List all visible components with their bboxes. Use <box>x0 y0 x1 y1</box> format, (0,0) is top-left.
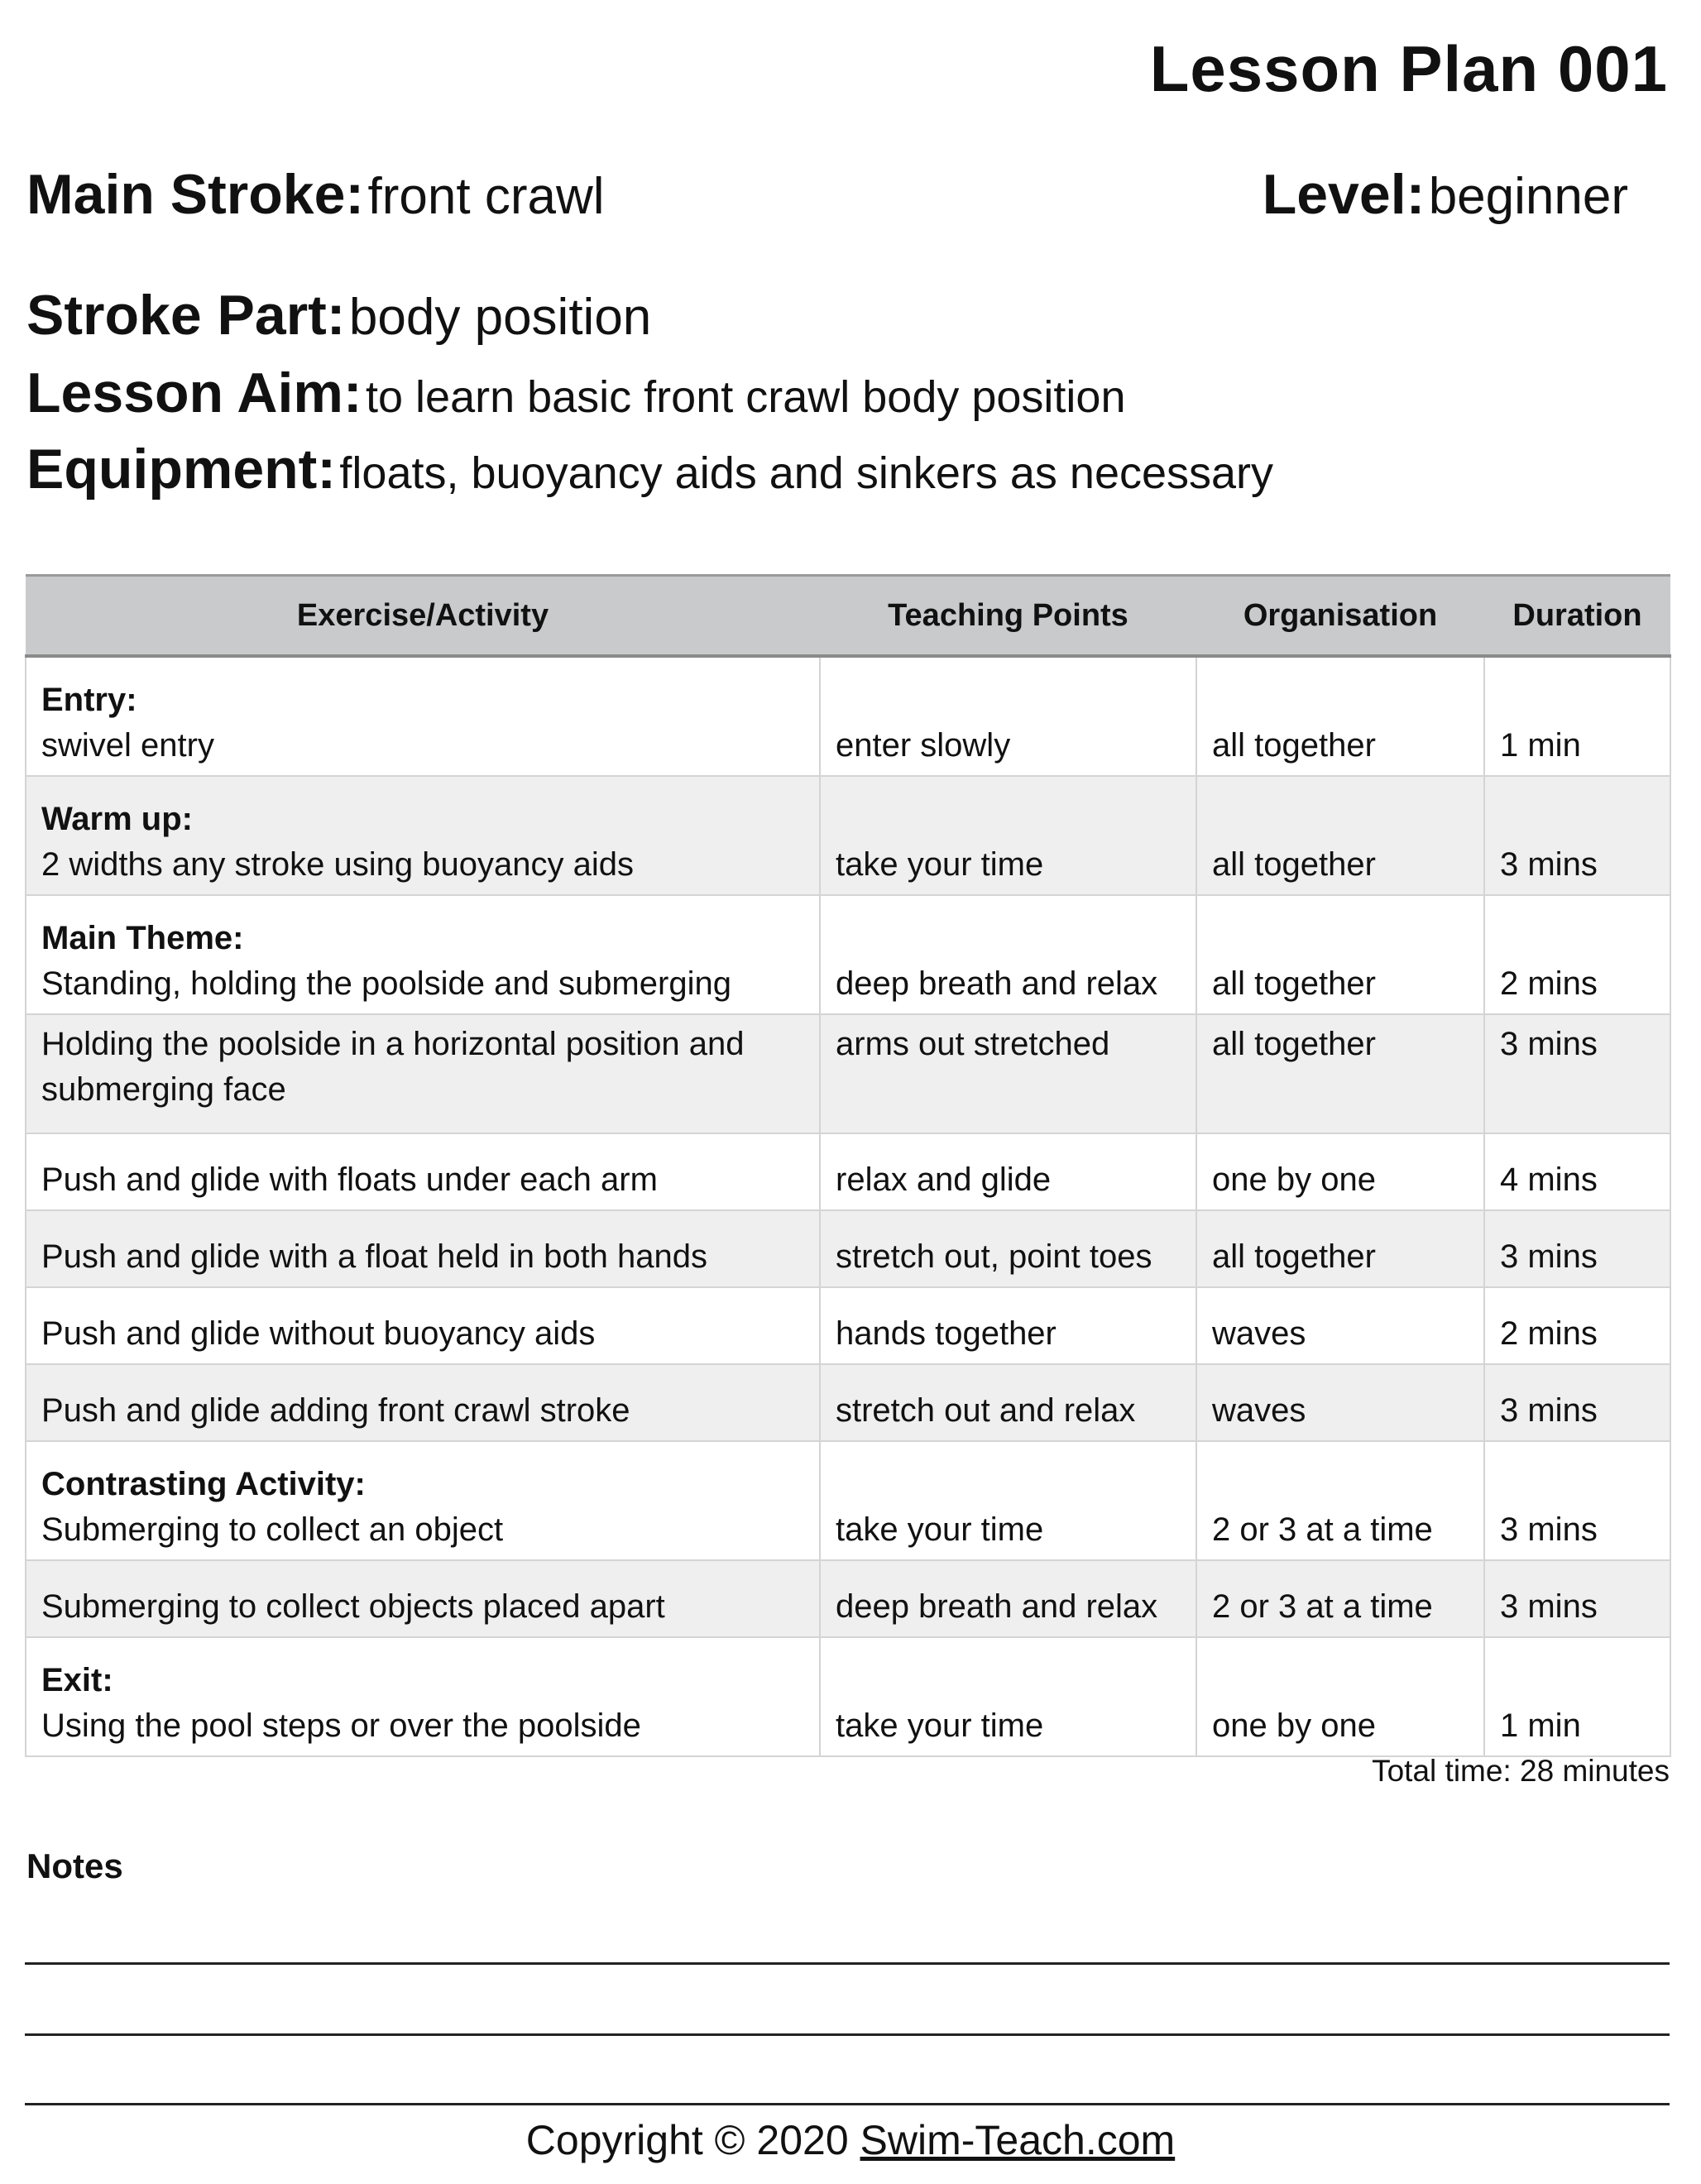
duration-cell: 1 min <box>1484 656 1670 776</box>
teaching-cell: take your time <box>820 1441 1196 1560</box>
activity-text: Using the pool steps or over the poolside <box>41 1707 641 1744</box>
notes-line <box>25 2103 1670 2105</box>
table-row <box>26 1560 1670 1637</box>
activity-cell <box>26 656 820 776</box>
teaching-cell: hands together <box>820 1287 1196 1364</box>
lesson-aim-value: to learn basic front crawl body position <box>366 372 1126 422</box>
activity-cell: Push and glide with a float held in both hands <box>26 1210 820 1287</box>
activity-text: 2 widths any stroke using buoyancy aids <box>41 846 634 883</box>
stroke-part-label: Stroke Part: <box>26 284 346 347</box>
teaching-cell: stretch out and relax <box>820 1364 1196 1441</box>
organisation-cell: one by one <box>1196 1133 1484 1210</box>
table-row <box>26 1014 1670 1133</box>
footer <box>0 2116 1701 2164</box>
level-value: beginner <box>1428 168 1628 225</box>
table-row <box>26 895 1670 1014</box>
activity-text: Submerging to collect an object <box>41 1511 504 1548</box>
section-heading: Entry: <box>41 682 137 718</box>
table-row <box>26 1210 1670 1287</box>
teaching-cell: relax and glide <box>820 1133 1196 1210</box>
organisation-cell: all together <box>1196 1014 1484 1133</box>
table-row <box>26 776 1670 895</box>
activity-cell <box>26 776 820 895</box>
duration-cell: 2 mins <box>1484 895 1670 1014</box>
organisation-cell: waves <box>1196 1364 1484 1441</box>
section-heading: Main Theme: <box>41 920 244 956</box>
table-row <box>26 1637 1670 1756</box>
notes-title: Notes <box>26 1846 123 1885</box>
lesson-plan-table <box>25 574 1671 1757</box>
table-row <box>26 1287 1670 1364</box>
teaching-cell: stretch out, point toes <box>820 1210 1196 1287</box>
duration-cell: 3 mins <box>1484 1560 1670 1637</box>
level-line <box>1263 162 1628 227</box>
teaching-cell: take your time <box>820 1637 1196 1756</box>
section-heading: Warm up: <box>41 801 193 837</box>
header-exercise: Exercise/Activity <box>26 576 820 657</box>
duration-cell: 4 mins <box>1484 1133 1670 1210</box>
activity-cell: Holding the poolside in a horizontal position and submerging face <box>26 1014 820 1133</box>
organisation-cell: all together <box>1196 1210 1484 1287</box>
activity-text: Standing, holding the poolside and submerging <box>41 965 731 1002</box>
level-label: Level: <box>1262 163 1425 226</box>
organisation-cell: all together <box>1196 656 1484 776</box>
duration-cell: 3 mins <box>1484 1014 1670 1133</box>
organisation-cell: all together <box>1196 895 1484 1014</box>
total-time: Total time: 28 minutes <box>1372 1754 1670 1788</box>
duration-cell: 3 mins <box>1484 1441 1670 1560</box>
equipment-value: floats, buoyancy aids and sinkers as necessary <box>339 448 1274 498</box>
section-heading: Exit: <box>41 1662 113 1698</box>
activity-text: swivel entry <box>41 727 214 764</box>
header-duration: Duration <box>1484 576 1670 657</box>
duration-cell: 3 mins <box>1484 1210 1670 1287</box>
duration-cell: 3 mins <box>1484 776 1670 895</box>
teaching-cell: deep breath and relax <box>820 895 1196 1014</box>
notes-line <box>25 1962 1670 1965</box>
table-header-row <box>26 576 1670 657</box>
notes-line <box>25 2033 1670 2036</box>
header-organisation: Organisation <box>1196 576 1484 657</box>
duration-cell: 1 min <box>1484 1637 1670 1756</box>
table-row <box>26 1364 1670 1441</box>
activity-cell: Push and glide adding front crawl stroke <box>26 1364 820 1441</box>
teaching-cell: deep breath and relax <box>820 1560 1196 1637</box>
teaching-cell: enter slowly <box>820 656 1196 776</box>
organisation-cell: 2 or 3 at a time <box>1196 1441 1484 1560</box>
teaching-cell: arms out stretched <box>820 1014 1196 1133</box>
activity-cell <box>26 895 820 1014</box>
teaching-cell: take your time <box>820 776 1196 895</box>
table-row <box>26 656 1670 776</box>
duration-cell: 2 mins <box>1484 1287 1670 1364</box>
activity-cell: Push and glide with floats under each arm <box>26 1133 820 1210</box>
table-row <box>26 1133 1670 1210</box>
activity-cell: Submerging to collect objects placed apart <box>26 1560 820 1637</box>
stroke-part-value: body position <box>348 289 652 346</box>
page-title: Lesson Plan 001 <box>1149 32 1668 105</box>
duration-cell: 3 mins <box>1484 1364 1670 1441</box>
copyright-text: Copyright © 2020 <box>525 2117 849 2163</box>
activity-cell <box>26 1441 820 1560</box>
table-row <box>26 1441 1670 1560</box>
lesson-aim-label: Lesson Aim: <box>26 362 362 424</box>
main-stroke-value: front crawl <box>367 168 605 225</box>
main-stroke-label: Main Stroke: <box>26 163 365 226</box>
equipment-line <box>26 437 1273 501</box>
lesson-aim-line <box>26 361 1125 425</box>
stroke-part-line <box>26 283 651 347</box>
organisation-cell: all together <box>1196 776 1484 895</box>
equipment-label: Equipment: <box>26 438 336 500</box>
activity-cell <box>26 1637 820 1756</box>
section-heading: Contrasting Activity: <box>41 1466 366 1502</box>
main-stroke-line <box>26 162 605 227</box>
site-link[interactable]: Swim-Teach.com <box>860 2117 1176 2163</box>
header-teaching-points: Teaching Points <box>820 576 1196 657</box>
organisation-cell: 2 or 3 at a time <box>1196 1560 1484 1637</box>
organisation-cell: one by one <box>1196 1637 1484 1756</box>
activity-cell: Push and glide without buoyancy aids <box>26 1287 820 1364</box>
organisation-cell: waves <box>1196 1287 1484 1364</box>
